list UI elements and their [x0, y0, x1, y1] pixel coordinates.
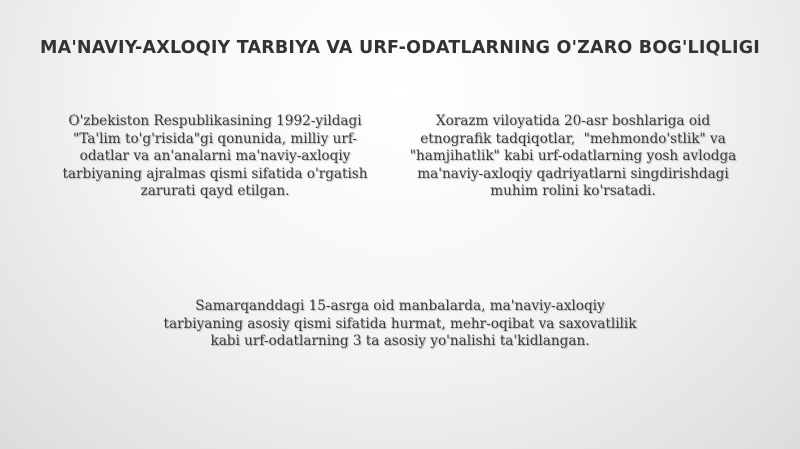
text-line: muhim rolini ko'rsatadi. [490, 183, 656, 199]
text-block-law [50, 113, 380, 201]
text-line: Xorazm viloyatida 20-asr boshlariga oid [435, 113, 711, 129]
text-line: O'zbekiston Respublikasining 1992-yildagi [68, 113, 362, 129]
text-line: ma'naviy-axloqiy qadriyatlarni singdirishdagi [417, 165, 729, 182]
text-line: odatlar va an'analarni ma'naviy-axloqiy [79, 148, 351, 164]
text-line: etnografik tadqiqotlar, "mehmondo'stlik" va [420, 130, 726, 147]
slide-title: MA'NAVIY-AXLOQIY TARBIYA VA URF-ODATLARNING O'ZARO BOG'LIQLIGI [39, 38, 761, 58]
text-line: Samarqanddagi 15-asrga oid manbalarda, ma'naviy-axloqiy [195, 298, 605, 314]
text-block-khorezm [392, 113, 754, 201]
text-line: "Ta'lim to'g'risida"gi qonunida, milliy urf- [72, 130, 358, 147]
text-line: kabi urf-odatlarning 3 ta asosiy yo'nalishi ta'kidlangan. [210, 333, 590, 349]
text-line: "hamjihatlik" kabi urf-odatlarning yosh avlodga [409, 148, 737, 164]
text-line: tarbiyaning ajralmas qismi sifatida o'rgatish [62, 165, 368, 182]
text-line: zarurati qayd etilgan. [140, 183, 290, 199]
text-block-samarkand [120, 298, 680, 351]
text-line: tarbiyaning asosiy qismi sifatida hurmat, mehr-oqibat va saxovatlilik [163, 315, 637, 332]
